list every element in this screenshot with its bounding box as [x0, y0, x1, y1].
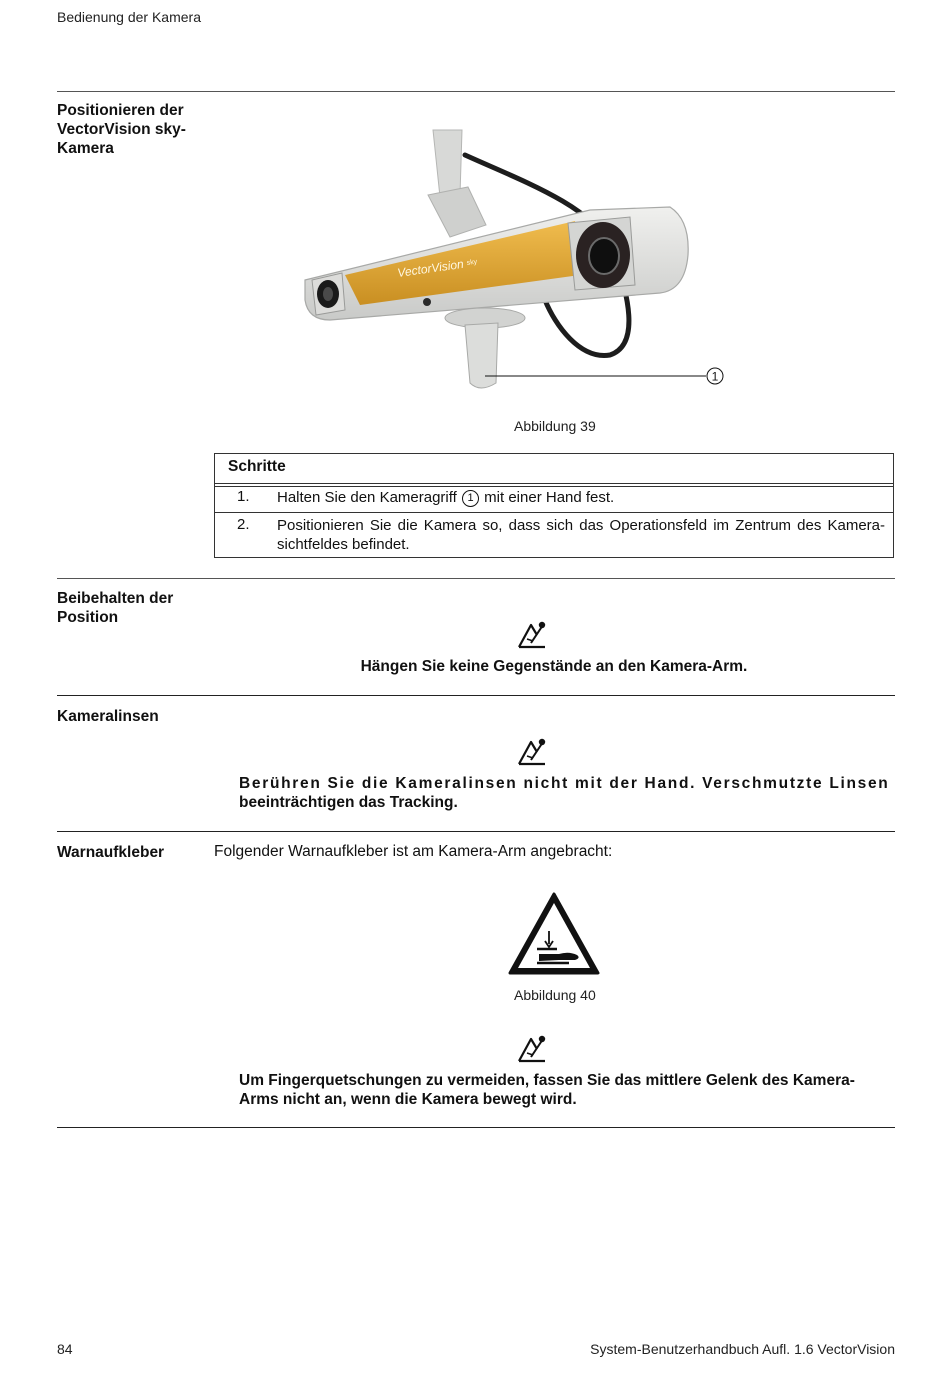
steps-divider [215, 486, 893, 487]
hand-crush-warning-icon [507, 891, 601, 977]
note-line: Um Fingerquetschungen zu vermeiden, fassen Sie das mittlere Gelenk des Kamera- [239, 1072, 855, 1089]
note-text: Hängen Sie keine Gegenstände an den Kamera-Arm. [360, 658, 748, 675]
title-line: Position [57, 609, 119, 626]
callout-reference-icon: 1 [462, 490, 479, 507]
note-line: Berühren Sie die Kameralinsen nicht mit der Hand. Verschmutzte Linsen [239, 775, 890, 792]
step-text: Positionieren Sie die Kamera so, dass sich das Operationsfeld im Zentrum des Kamera-sichtfeldes befindet. [277, 517, 885, 553]
note-hand-icon [517, 619, 549, 649]
steps-heading: Schritte [228, 458, 286, 475]
title-line: Positionieren der [57, 102, 184, 119]
figure-caption-39: Abbildung 39 [514, 418, 596, 434]
step-number: 2. [237, 516, 250, 533]
section-title-positioning [57, 101, 207, 158]
steps-table [214, 453, 894, 558]
title-line: VectorVision sky- [57, 121, 186, 138]
camera-illustration [290, 125, 740, 400]
note-line: beeinträchtigen das Tracking. [239, 794, 458, 811]
note-hand-icon [517, 1033, 549, 1063]
step-number: 1. [237, 488, 250, 505]
page-number: 84 [57, 1341, 73, 1357]
footer-manual-title: System-Benutzerhandbuch Aufl. 1.6 VectorVision [590, 1341, 895, 1357]
step-text-part: mit einer Hand fest. [484, 489, 615, 506]
section-divider [57, 578, 895, 579]
steps-divider [215, 483, 893, 484]
step-text [277, 488, 885, 507]
section-divider [57, 695, 895, 696]
warning-intro-text: Folgender Warnaufkleber ist am Kamera-Arm angebracht: [214, 843, 613, 860]
camera-logo-text: VectorVision [396, 256, 465, 280]
note-hand-icon [517, 736, 549, 766]
step-text-part: Halten Sie den Kameragriff [277, 489, 457, 506]
section-title-warning-label: Warnaufkleber [57, 844, 165, 861]
section-title-position-hold [57, 589, 207, 627]
figure-caption-40: Abbildung 40 [514, 987, 596, 1003]
note-text [239, 1071, 879, 1109]
section-divider [57, 831, 895, 832]
note-text [239, 774, 890, 812]
section-divider [57, 91, 895, 92]
steps-divider [215, 512, 893, 513]
title-line: Beibehalten der [57, 590, 174, 607]
camera-logo-sup: sky [466, 258, 478, 267]
running-header: Bedienung der Kamera [57, 9, 201, 25]
section-title-lenses: Kameralinsen [57, 708, 159, 725]
camera-handle [465, 323, 498, 388]
title-line: Kamera [57, 140, 114, 157]
callout-number: 1 [711, 369, 719, 384]
note-line: Arms nicht an, wenn die Kamera bewegt wird. [239, 1091, 577, 1108]
section-divider [57, 1127, 895, 1128]
